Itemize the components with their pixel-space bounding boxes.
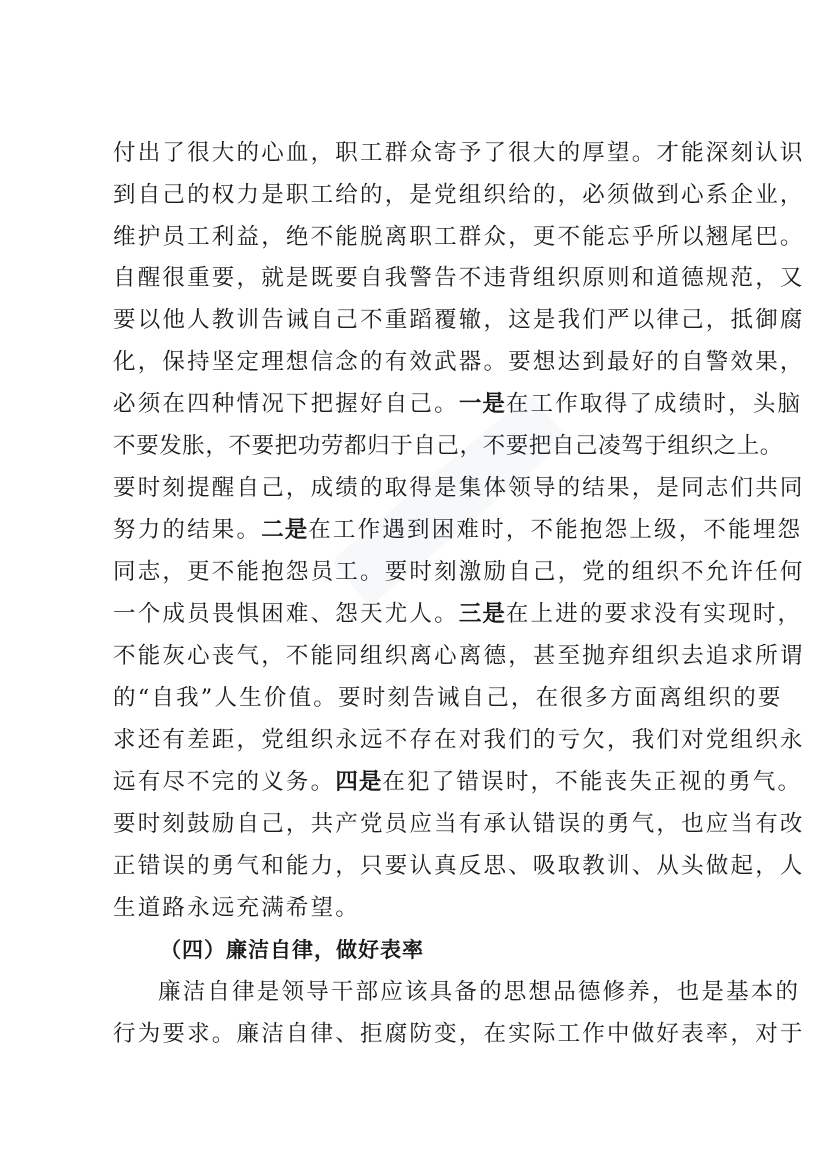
text-span: 必须在四种情况下把握好自己。 [113,391,459,417]
text-line: 要时刻鼓励自己，共产党员应当有承认错误的勇气，也应当有改 [113,811,805,837]
text-span: 远有尽不完的义务。 [113,769,336,795]
text-line [113,599,803,629]
text-line: 正错误的勇气和能力，只要认真反思、吸取教训、从头做起，人 [113,853,805,879]
text-span: 在工作遇到困难时，不能抱怨上级，不能埋怨 [308,517,803,543]
text-line: 要以他人教训告诫自己不重蹈覆辙，这是我们严以律己，抵御腐 [113,307,805,333]
bold-marker: 一是 [458,391,506,417]
text-span: 在上进的要求没有实现时， [505,601,803,627]
text-span: 努力的结果。 [113,517,262,543]
text-line: 不要发胀，不要把功劳都归于自己，不要把自己凌驾于组织之上。 [113,433,783,459]
text-line [113,767,803,797]
text-line: 同志，更不能抱怨员工。要时刻激励自己，党的组织不允许任何 [113,559,805,585]
text-span: 在工作取得了成绩时，头脑 [505,391,803,417]
bold-marker: 三是 [458,601,506,627]
text-line [113,389,803,419]
text-line: 付出了很大的心血，职工群众寄予了很大的厚望。才能深刻认识 [113,140,805,166]
text-line: 行为要求。廉洁自律、拒腐防变，在实际工作中做好表率，对于 [113,1021,805,1047]
text-span: 在犯了错误时，不能丧失正视的勇气。 [382,769,803,795]
text-line [113,515,803,545]
text-line: 求还有差距，党组织永远不存在对我们的亏欠，我们对党组织永 [113,727,805,753]
text-line: 生道路永远充满希望。 [113,895,361,921]
bold-marker: 四是 [335,769,383,795]
text-line: 要时刻提醒自己，成绩的取得是集体领导的结果，是同志们共同 [113,475,805,501]
text-line: 化，保持坚定理想信念的有效武器。要想达到最好的自警效果， [113,349,805,375]
bold-marker: 二是 [261,517,309,543]
text-line: 不能灰心丧气，不能同组织离心离德，甚至抛弃组织去追求所谓 [113,643,805,669]
text-line: 到自己的权力是职工给的，是党组织给的，必须做到心系企业， [113,182,805,208]
section-heading: （四）廉洁自律，做好表率 [160,938,424,962]
text-line: 自醒很重要，就是既要自我警告不违背组织原则和道德规范，又 [113,265,805,291]
text-span: 一个成员畏惧困难、怨天尤人。 [113,601,459,627]
text-line: 维护员工利益，绝不能脱离职工群众，更不能忘乎所以翘尾巴。 [113,224,805,250]
text-line: 的“自我”人生价值。要时刻告诫自己，在很多方面离组织的要 [113,685,783,711]
text-line: 廉洁自律是领导干部应该具备的思想品德修养，也是基本的 [158,979,801,1005]
